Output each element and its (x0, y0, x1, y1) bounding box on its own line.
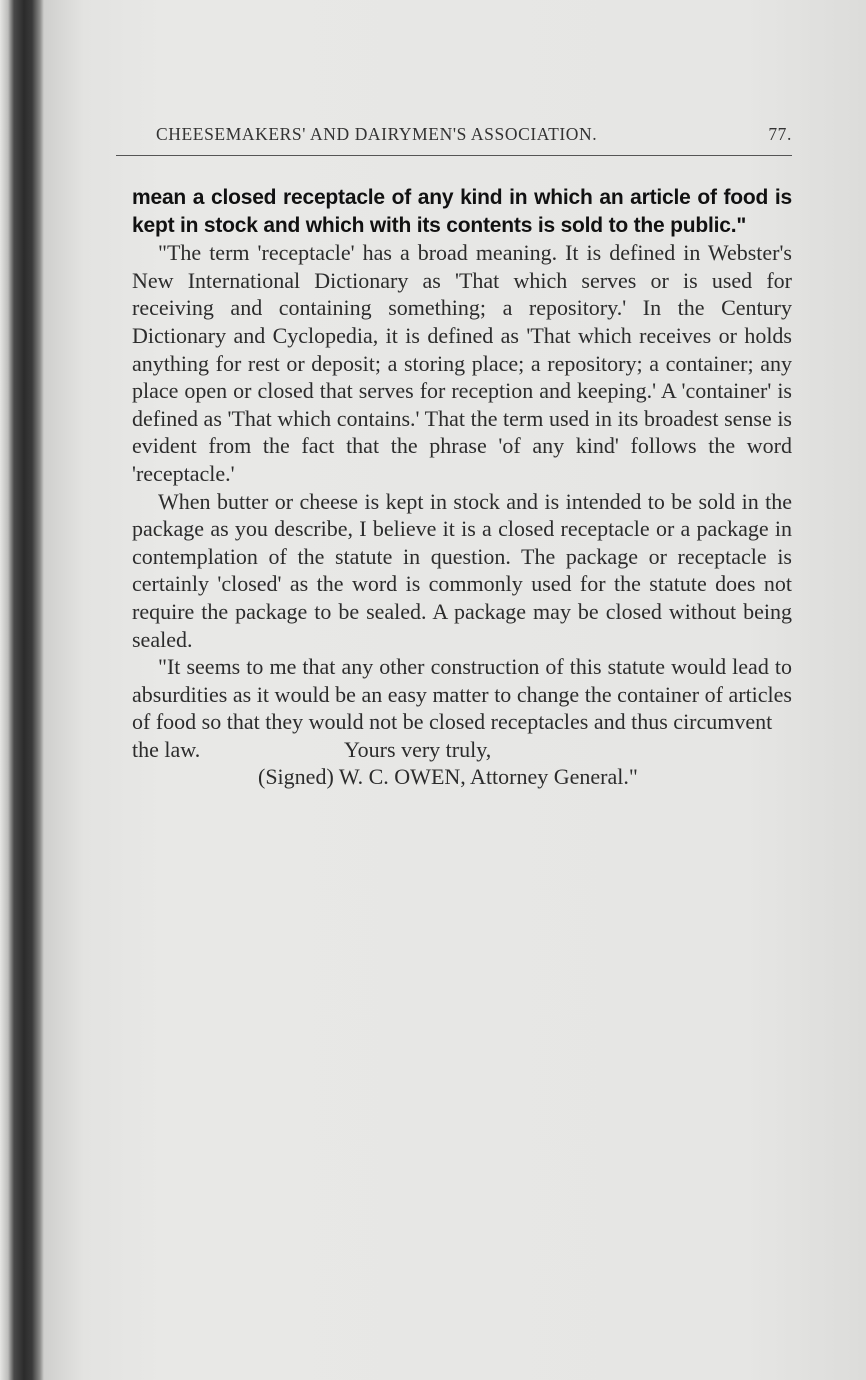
header-rule (116, 155, 792, 156)
running-title: CHEESEMAKERS' AND DAIRYMEN'S ASSOCIATION. (156, 124, 598, 144)
closing-salutation: Yours very truly, (344, 736, 492, 762)
paragraph-butter-cheese: When butter or cheese is kept in stock and is intended to be sold in the package as you describe, I believe it is a closed receptacle or a package in contemplation of the statute in question. The package or receptacle is certainly 'closed' as the word is commonly used for the statute does not require the package to be sealed. A package may be closed without being sealed. (132, 488, 792, 652)
book-spine-gutter (0, 0, 44, 1380)
closing-line (132, 736, 792, 764)
paragraph-bold-continuation: mean a closed receptacle of any kind in which an article of food is kept in stock and which with its contents is sold to the public." (132, 186, 792, 237)
running-header (156, 124, 792, 145)
signature-line: (Signed) W. C. OWEN, Attorney General." (258, 764, 638, 790)
page-number: 77. (768, 124, 792, 144)
paragraph-construction: "It seems to me that any other construction of this statute would lead to absurdities as it would be an easy matter to change the container of articles of food so that they would not be closed receptacles and thus circumvent (132, 654, 792, 735)
closing-left: the law. (132, 736, 201, 762)
body-text (132, 184, 792, 791)
paragraph-receptacle-definition: "The term 'receptacle' has a broad meaning. It is defined in Webster's New International Dictionary as 'That which serves or is used for receiving and containing something; a repository.' In the Century Dictionary and Cyclopedia, it is defined as 'That which receives or holds anything for rest or deposit; a storing place; a repository; a container; any place open or closed that serves for reception and keeping.' A 'container' is defined as 'That which contains.' That the term used in its broadest sense is evident from the fact that the phrase 'of any kind' follows the word 'receptacle.' (132, 240, 792, 486)
